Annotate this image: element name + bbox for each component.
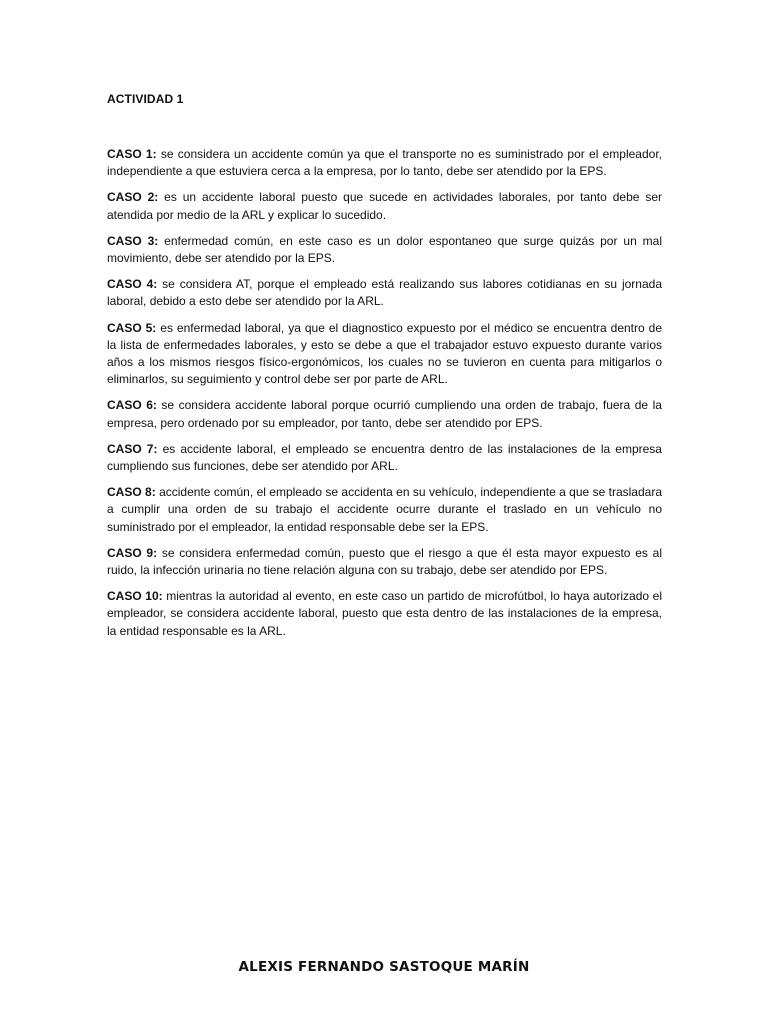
case-label: CASO 1: xyxy=(107,147,157,161)
case-paragraph xyxy=(107,397,662,431)
case-paragraph xyxy=(107,545,662,579)
case-text: se considera un accidente común ya que el transporte no es suministrado por el empleador, independiente a que estuviera cerca a la empresa, por lo tanto, debe ser atendido por la EPS. xyxy=(107,147,662,179)
case-label: CASO 10: xyxy=(107,589,163,604)
case-label: CASO 8: xyxy=(107,485,156,500)
case-paragraph xyxy=(107,320,662,389)
case-paragraph xyxy=(107,276,662,310)
case-text: es enfermedad laboral, ya que el diagnostico expuesto por el médico se encuentra dentro de la lista de enfermedades laborales, y esto se debe a que el trabajador estuvo expuesto durante varios años a los mismos riesgos físico-ergonómicos, los cuales no se tuvieron en cuenta para mitigarlos o eliminarlos, su seguimiento y control debe ser por parte de ARL. xyxy=(107,320,662,387)
author-name: ALEXIS FERNANDO SASTOQUE MARÍN xyxy=(238,959,530,975)
case-text: es accidente laboral, el empleado se encuentra dentro de las instalaciones de la empresa cumpliendo sus funciones, debe ser atendido por ARL. xyxy=(107,441,662,474)
case-text: se considera enfermedad común, puesto que el riesgo a que él esta mayor expuesto es al ruido, la infección urinaria no tiene relación alguna con su trabajo, debe ser atendido por EPS. xyxy=(107,545,662,578)
case-label: CASO 5: xyxy=(107,320,157,335)
case-label: CASO 7: xyxy=(107,441,158,456)
case-text: enfermedad común, en este caso es un dolor espontaneo que surge quizás por un mal movimiento, debe ser atendido por la EPS. xyxy=(107,233,662,266)
case-paragraph xyxy=(107,233,662,267)
case-label: CASO 3: xyxy=(107,233,159,248)
case-paragraph xyxy=(107,484,662,536)
document-heading: ACTIVIDAD 1 xyxy=(107,92,184,106)
case-label: CASO 9: xyxy=(107,545,158,560)
case-paragraph xyxy=(107,588,662,640)
case-paragraph xyxy=(107,441,662,475)
case-text: es un accidente laboral puesto que sucede en actividades laborales, por tanto debe ser atendida por medio de la ARL y explicar lo sucedido. xyxy=(107,190,662,222)
case-list xyxy=(107,146,662,649)
case-text: se considera AT, porque el empleado está realizando sus labores cotidianas en su jornada laboral, debido a esto debe ser atendido por la ARL. xyxy=(107,277,662,309)
case-text: mientras la autoridad al evento, en este caso un partido de microfútbol, lo haya autorizado el empleador, se considera accidente laboral, puesto que esta dentro de las instalaciones de la empresa, la entidad responsable es la ARL. xyxy=(107,589,662,638)
case-text: se considera accidente laboral porque ocurrió cumpliendo una orden de trabajo, fuera de la empresa, pero ordenado por su empleador, por tanto, debe ser atendido por EPS. xyxy=(107,398,662,430)
case-paragraph xyxy=(107,146,662,180)
case-text: accidente común, el empleado se accidenta en su vehículo, independiente a que se trasladara a cumplir una orden de su trabajo el accidente ocurre durante el traslado en un vehículo no suministrado por el empleador, la entidad responsable debe ser la EPS. xyxy=(107,485,662,534)
case-label: CASO 2: xyxy=(107,190,159,205)
case-label: CASO 6: xyxy=(107,398,157,413)
case-label: CASO 4: xyxy=(107,277,158,292)
case-paragraph xyxy=(107,189,662,223)
